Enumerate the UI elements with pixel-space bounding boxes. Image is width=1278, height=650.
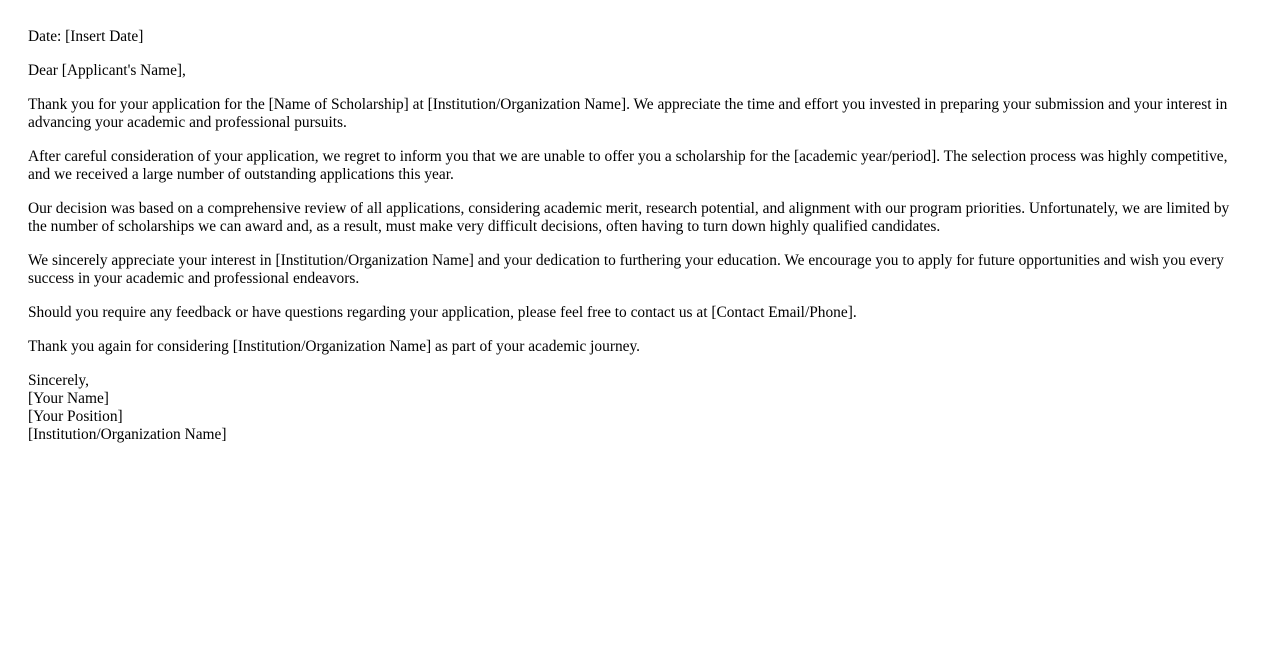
paragraph-decision: After careful consideration of your application, we regret to inform you that we are unable to offer you a scholarship for the [academic year/period]. The selection process was highly competitive, and we received a large number of outstanding applications this year. bbox=[28, 148, 1228, 183]
paragraph-criteria: Our decision was based on a comprehensive review of all applications, considering academic merit, research potential, and alignment with our program priorities. Unfortunately, we are limited by the number of scholarships we can award and, as a result, must make very difficult decisions, often having to turn down highly qualified candidates. bbox=[28, 200, 1230, 235]
signer-name: [Your Name] bbox=[28, 390, 109, 407]
date-line: Date: [Insert Date] bbox=[28, 28, 144, 45]
letter-body bbox=[28, 28, 1244, 444]
signer-position: [Your Position] bbox=[28, 408, 123, 425]
paragraph-contact: Should you require any feedback or have questions regarding your application, please feel free to contact us at [Contact Email/Phone]. bbox=[28, 304, 857, 321]
paragraph-thanks: Thank you for your application for the [Name of Scholarship] at [Institution/Organization Name]. We appreciate the time and effort you invested in preparing your submission and your interest in advancing your academic and professional pursuits. bbox=[28, 96, 1228, 131]
salutation: Dear [Applicant's Name], bbox=[28, 62, 186, 79]
signature-block bbox=[28, 372, 1244, 444]
paragraph-encouragement: We sincerely appreciate your interest in [Institution/Organization Name] and your dedication to furthering your education. We encourage you to apply for future opportunities and wish you every success in your academic and professional endeavors. bbox=[28, 252, 1224, 287]
closing: Sincerely, bbox=[28, 372, 89, 389]
paragraph-thanks-again: Thank you again for considering [Institution/Organization Name] as part of your academic journey. bbox=[28, 338, 641, 355]
signer-organization: [Institution/Organization Name] bbox=[28, 426, 227, 443]
